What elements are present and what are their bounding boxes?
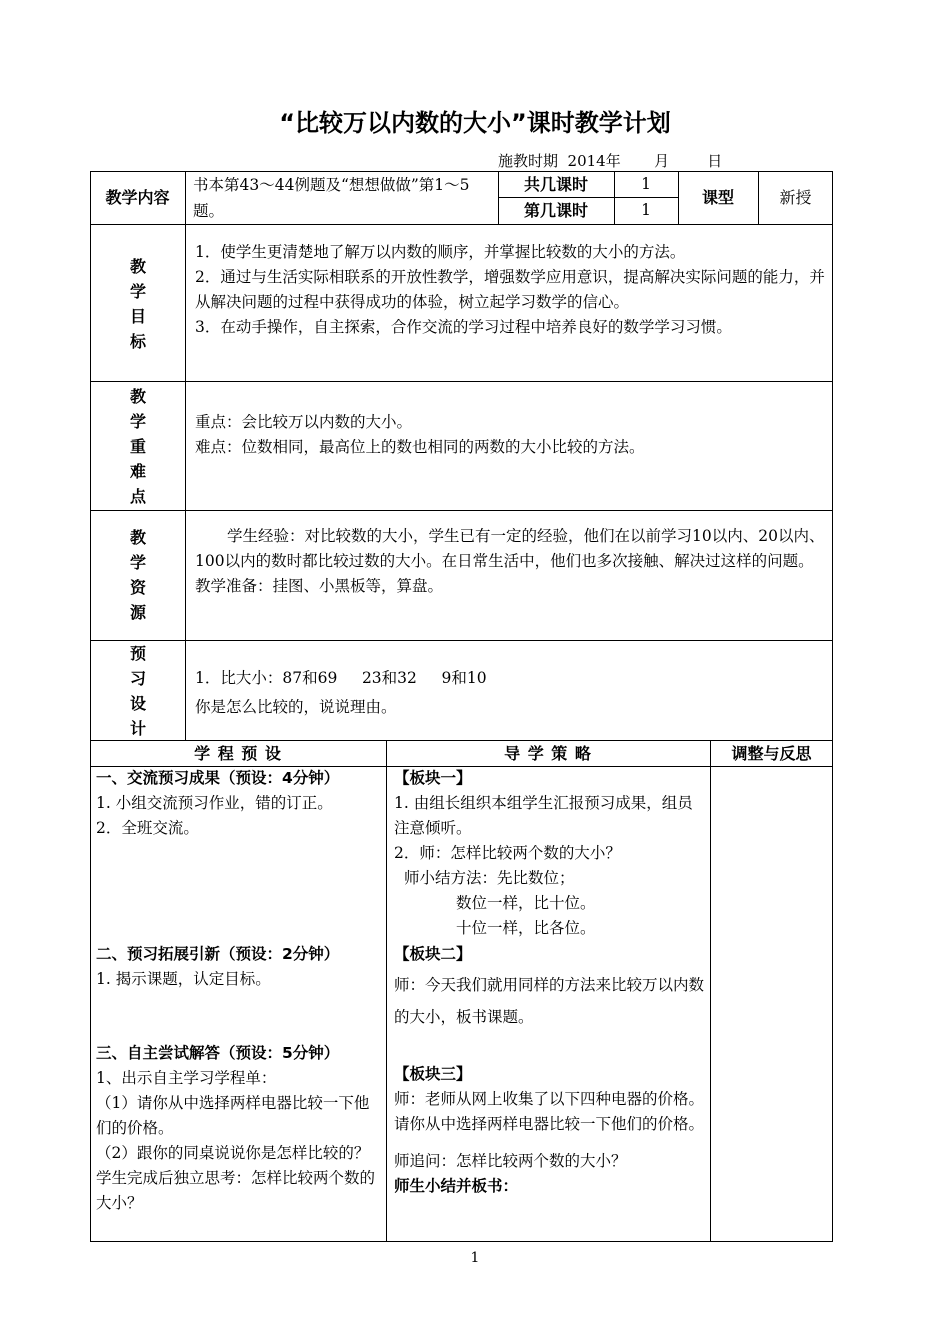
process-left-s1 xyxy=(96,766,382,841)
objective-item: 3．在动手操作，自主探索，合作交流的学习过程中培养良好的数学学习习惯。 xyxy=(195,318,732,336)
preview-item: 1．比大小：87和69 23和32 9和10 xyxy=(195,669,487,687)
page-number: 1 xyxy=(470,1250,480,1266)
section-title: 三、自主尝试解答（预设：5分钟） xyxy=(96,1044,340,1062)
step-line: 1、出示自主学习学程单： xyxy=(96,1069,277,1087)
step-line: （2）跟你的同桌说说你是怎样比较的？ xyxy=(96,1144,370,1162)
key-points-text xyxy=(195,410,827,460)
step-line: 学生完成后独立思考：怎样比较两个数的大小？ xyxy=(96,1169,376,1212)
process-mid-b3 xyxy=(394,1062,706,1199)
strategy-line: 师生小结并板书： xyxy=(394,1177,519,1195)
total-lessons-label: 共几课时 xyxy=(523,175,588,194)
key-point-item: 难点：位数相同，最高位上的数也相同的两数的大小比较的方法。 xyxy=(195,438,645,456)
section-title: 一、交流预习成果（预设：4分钟） xyxy=(96,769,340,787)
block-title: 【板块一】 xyxy=(394,769,472,787)
step-line: （1）请你从中选择两样电器比较一下他们的价格。 xyxy=(96,1094,370,1137)
content-label: 教学内容 xyxy=(105,188,170,207)
strategy-line: 师：老师从网上收集了以下四种电器的价格。请你从中选择两样电器比较一下他们的价格。 xyxy=(394,1090,705,1133)
content-text: 书本第43～44例题及“想想做做”第1～5题。 xyxy=(193,176,470,220)
step-line: 1. 小组交流预习作业，错的订正。 xyxy=(96,794,333,812)
resources-label: 教 学 资 源 xyxy=(129,528,146,622)
strategy-line: 师追问：怎样比较两个数的大小？ xyxy=(394,1152,627,1170)
preview-text xyxy=(195,664,827,722)
section-title: 二、预习拓展引新（预设：2分钟） xyxy=(96,945,340,963)
objective-item: 2．通过与生活实际相联系的开放性教学，增强数学应用意识，提高解决实际问题的能力，并从解决问题的过程中获得成功的体验，树立起学习数学的信心。 xyxy=(195,268,825,311)
strategy-line: 十位一样，比各位。 xyxy=(456,919,596,937)
strategy-line: 师：今天我们就用同样的方法来比较万以内数的大小，板书课题。 xyxy=(394,976,705,1026)
lesson-no-label: 第几课时 xyxy=(523,201,588,220)
resource-item: 教学准备：挂图、小黑板等，算盘。 xyxy=(195,577,444,595)
strategy-line: 1. 由组长组织本组学生汇报预习成果，组员注意倾听。 xyxy=(394,794,693,837)
strategy-line: 2．师：怎样比较两个数的大小？ xyxy=(394,844,621,862)
resources-text xyxy=(195,524,827,599)
total-lessons-value: 1 xyxy=(641,175,651,193)
type-value: 新授 xyxy=(779,188,812,207)
step-line: 1. 揭示课题，认定目标。 xyxy=(96,970,271,988)
type-label: 课型 xyxy=(701,188,734,207)
process-header-col2: 导 学 策 略 xyxy=(504,744,592,763)
block-title: 【板块三】 xyxy=(394,1065,472,1083)
preview-label: 预 习 设 计 xyxy=(129,644,146,738)
strategy-line: 数位一样，比十位。 xyxy=(456,894,596,912)
block-title: 【板块二】 xyxy=(394,945,472,963)
process-header-col3: 调整与反思 xyxy=(731,744,812,763)
date-line: 施教时期 2014年 月 日 xyxy=(498,152,723,170)
lesson-no-value: 1 xyxy=(641,201,651,219)
strategy-line: 师小结方法：先比数位； xyxy=(404,869,575,887)
process-mid-b2 xyxy=(394,942,706,1033)
objectives-text xyxy=(195,240,827,340)
process-left-s2 xyxy=(96,942,382,992)
key-point-item: 重点：会比较万以内数的大小。 xyxy=(195,413,413,431)
process-left-s3 xyxy=(96,1041,382,1216)
resource-item: 学生经验：对比较数的大小，学生已有一定的经验，他们在以前学习10以内、20以内、100以内的数时都比较过数的大小。在日常生活中，他们也多次接触、解决过这样的问题。 xyxy=(195,527,825,570)
process-header-col1: 学 程 预 设 xyxy=(194,744,282,763)
key-points-label: 教 学 重 难 点 xyxy=(129,387,146,506)
preview-item: 你是怎么比较的，说说理由。 xyxy=(195,698,397,716)
page-title: “比较万以内数的大小”课时教学计划 xyxy=(279,109,671,137)
objective-item: 1．使学生更清楚地了解万以内数的顺序，并掌握比较数的大小的方法。 xyxy=(195,243,686,261)
process-mid-b1 xyxy=(394,766,706,941)
objectives-label: 教 学 目 标 xyxy=(129,257,146,351)
step-line: 2．全班交流。 xyxy=(96,819,199,837)
